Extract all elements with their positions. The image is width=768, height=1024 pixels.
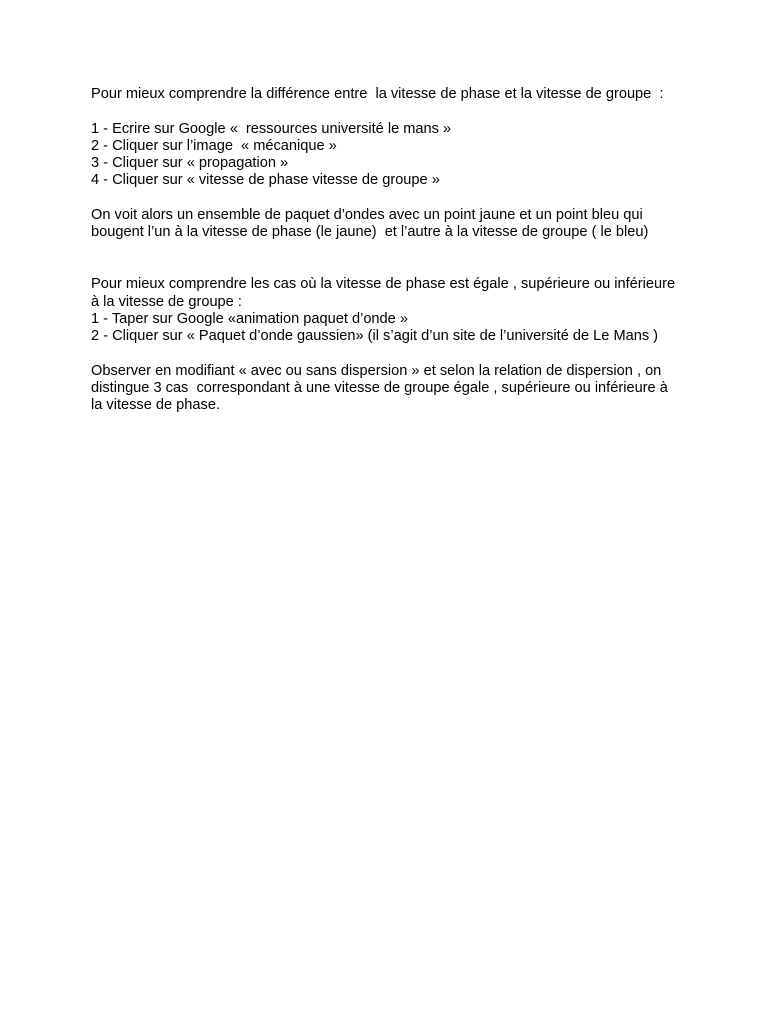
section-gap	[91, 242, 731, 277]
paragraph-gap	[91, 103, 731, 120]
section1-step-2: 2 - Cliquer sur l’image « mécanique »	[91, 137, 337, 154]
section1-explanation-line-1: On voit alors un ensemble de paquet d’ondes avec un point jaune et un point bleu qui	[91, 207, 643, 224]
section2-observation-line-3: la vitesse de phase.	[91, 397, 220, 414]
section1-step-4: 4 - Cliquer sur « vitesse de phase vitesse de groupe »	[91, 172, 440, 189]
section1-step-3: 3 - Cliquer sur « propagation »	[91, 155, 289, 172]
section1-intro: Pour mieux comprendre la différence entre la vitesse de phase et la vitesse de groupe :	[91, 86, 664, 102]
section2-step-2: 2 - Cliquer sur « Paquet d’onde gaussien» (il s’agit d’un site de l’université de Le Mans )	[91, 328, 659, 345]
section1-explanation-line-2: bougent l’un à la vitesse de phase (le jaune) et l’autre à la vitesse de groupe ( le bleu)	[91, 224, 649, 241]
section2-intro-line-2: à la vitesse de groupe :	[91, 293, 242, 310]
paragraph-gap	[91, 345, 731, 362]
section2-observation-line-2: distingue 3 cas correspondant à une vitesse de groupe égale , supérieure ou inférieure à	[91, 380, 668, 397]
section2-observation-line-1: Observer en modifiant « avec ou sans dispersion » et selon la relation de dispersion , on	[91, 362, 662, 379]
document-body	[91, 86, 731, 415]
paragraph-gap	[91, 190, 731, 207]
section2-step-1: 1 - Taper sur Google «animation paquet d’onde »	[91, 310, 408, 327]
section1-step-1: 1 - Ecrire sur Google « ressources université le mans »	[91, 120, 452, 137]
section2-intro-line-1: Pour mieux comprendre les cas où la vitesse de phase est égale , supérieure ou inférieure	[91, 276, 676, 293]
